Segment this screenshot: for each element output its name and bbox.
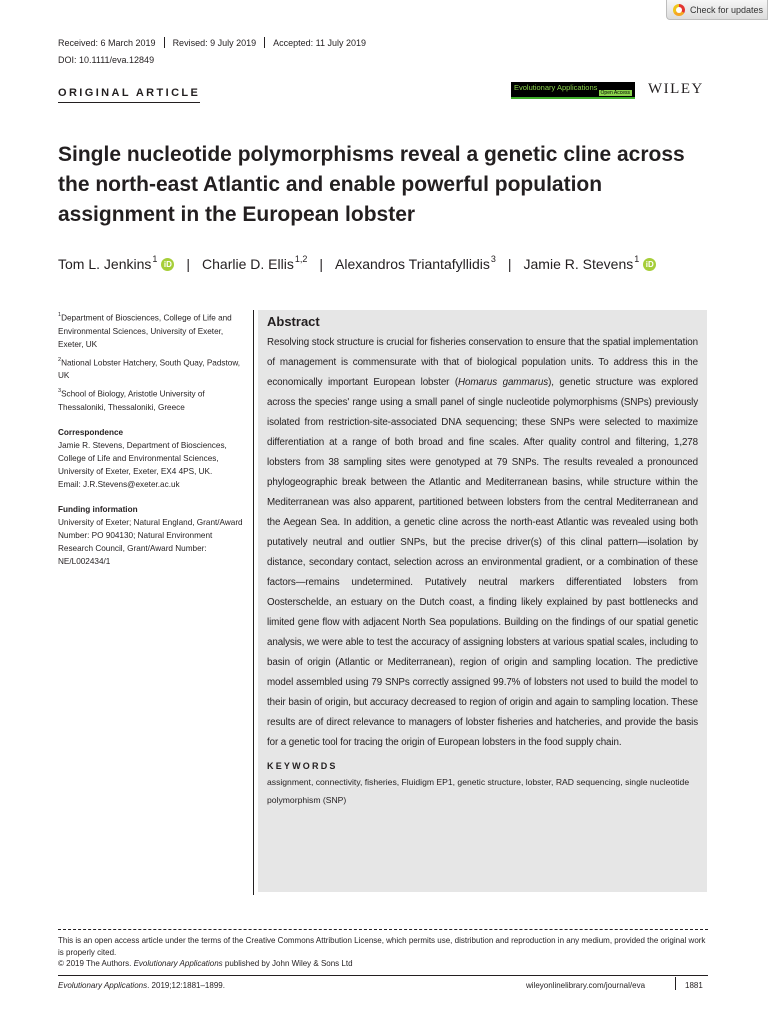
footer-divider <box>58 975 708 976</box>
author-name: Jamie R. Stevens <box>523 256 634 272</box>
check-for-updates-label: Check for updates <box>690 4 764 15</box>
citation-line <box>58 981 225 990</box>
author-separator: | <box>319 256 323 272</box>
doi[interactable]: DOI: 10.1111/eva.12849 <box>58 55 155 65</box>
check-for-updates-button[interactable] <box>666 0 768 20</box>
citation-journal: Evolutionary Applications <box>58 981 148 990</box>
column-divider <box>253 310 254 895</box>
author[interactable] <box>524 256 657 272</box>
correspondence-heading: Correspondence <box>58 428 124 438</box>
article-type: ORIGINAL ARTICLE <box>58 87 200 103</box>
footnote-divider <box>58 929 708 930</box>
affiliation-number: 3 <box>58 388 62 395</box>
correspondence-text: Jamie R. Stevens, Department of Biosciences, College of Life and Environmental Sciences, University of Exeter, Exeter, EX4 4PS, UK. <box>58 441 227 477</box>
author[interactable] <box>335 256 496 272</box>
author-affiliation-mark: 1,2 <box>294 254 308 264</box>
date-separator <box>264 37 265 48</box>
page-number: 1881 <box>685 981 703 990</box>
copyright-line <box>58 959 353 968</box>
affiliation-text: School of Biology, Aristotle University of Thessaloniki, Thessaloniki, Greece <box>58 390 205 413</box>
author-affiliation-mark: 3 <box>490 254 496 264</box>
orcid-icon[interactable]: iD <box>643 258 656 271</box>
author-affiliation-mark: 1 <box>152 254 158 264</box>
license-note: This is an open access article under the terms of the Creative Commons Attribution License, which permits use, distribution and reproduction in any medium, provided the original work is properly cited. <box>58 936 706 957</box>
page-number-divider <box>675 977 676 990</box>
affiliation <box>58 386 243 414</box>
author-separator: | <box>186 256 191 272</box>
citation-details: . 2019;12:1881–1899. <box>147 981 225 990</box>
article-sidebar <box>58 310 243 568</box>
funding-heading: Funding information <box>58 505 138 515</box>
received-date: Received: 6 March 2019 <box>58 37 156 48</box>
copyright-suffix: published by John Wiley & Sons Ltd <box>222 959 353 968</box>
author-list <box>58 256 656 272</box>
affiliation-text: National Lobster Hatchery, South Quay, Padstow, UK <box>58 358 241 381</box>
species-name: Homarus gammarus <box>458 377 549 388</box>
affiliation <box>58 355 243 383</box>
keywords-list: assignment, connectivity, fisheries, Fluidigm EP1, genetic structure, lobster, RAD sequencing, single nucleotide polymorphism (SNP) <box>267 777 690 805</box>
orcid-icon[interactable]: iD <box>161 258 174 271</box>
crossmark-icon <box>673 4 685 16</box>
journal-logo <box>511 82 635 99</box>
author[interactable] <box>58 256 174 272</box>
journal-website-link[interactable]: wileyonlinelibrary.com/journal/eva <box>526 981 646 990</box>
journal-logo-title: Evolutionary Applications <box>514 83 598 92</box>
funding-text: University of Exeter; Natural England, Grant/Award Number: PO 904130; Natural Environment Research Council, Grant/Award Number: NE/L002434/1 <box>58 518 243 567</box>
copyright-journal: Evolutionary Applications <box>133 959 223 968</box>
date-separator <box>164 37 165 48</box>
abstract-text-part: Resolving stock structure is crucial for fisheries conservation to ensure that the spatial implementation of management is commensurate with that of biological population units. To address this in the economically important European lobster ( <box>267 337 698 388</box>
author-separator: | <box>507 256 512 272</box>
publisher-logo: WILEY <box>648 81 704 97</box>
abstract-text <box>267 333 698 753</box>
open-access-label: Open Access <box>600 90 630 96</box>
abstract-heading: Abstract <box>267 314 320 329</box>
affiliation-number: 2 <box>58 356 62 363</box>
affiliation-number: 1 <box>58 312 62 318</box>
abstract-panel <box>258 310 707 892</box>
author[interactable] <box>202 256 307 272</box>
revised-date: Revised: 9 July 2019 <box>172 37 257 48</box>
affiliation <box>58 310 243 351</box>
correspondence-email[interactable]: Email: J.R.Stevens@exeter.ac.uk <box>58 480 180 490</box>
author-name: Tom L. Jenkins <box>58 256 152 272</box>
article-title: Single nucleotide polymorphisms reveal a genetic cline across the north-east Atlantic and enable powerful population assignment in the European lobster <box>58 143 685 226</box>
article-dates <box>58 37 366 48</box>
abstract-text-part: ), genetic structure was explored across the species' range using a small panel of single nucleotide polymorphisms (SNPs) previously isolated from restriction-site-associated DNA sequencing; these SNPs were selected to maximize differentiation at a range of both broad and fine scales. After quality control and filtering, 1,278 lobsters from 38 sampling sites were genotyped at 79 SNPs. The results revealed a pronounced phylogeographic break between the Atlantic and Mediterranean basins, while structure within the Mediterranean was also apparent, partitioned between lobsters from the central Mediterranean and the Aegean Sea. In addition, a genetic cline across the north-east Atlantic was revealed using both putatively neutral and outlier SNPs, but the precise driver(s) of this clinal pattern—isolation by distance, secondary contact, selection across an environmental gradient, or a combination of these factors—remains undetermined. Putatively neutral markers differentiated lobsters from Oosterschelde, an estuary on the Dutch coast, a finding likely explained by past bottlenecks and limited gene flow with adjacent North Sea populations. Building on the findings of our spatial genetic analysis, we were able to test the accuracy of assigning lobsters at various spatial scales, including to basin of origin (Atlantic or Mediterranean), region of origin and sampling location. The predictive model assembled using 79 SNPs correctly assigned 99.7% of lobsters not used to build the model to their basin of origin, but accuracy decreased to region of origin and again to sampling location. These results are of direct relevance to managers of lobster fisheries and hatcheries, and provide the basis for a genetic tool for tracing the origin of European lobsters in the food supply chain. <box>267 377 698 748</box>
author-name: Charlie D. Ellis <box>202 256 294 272</box>
affiliation-text: Department of Biosciences, College of Life and Environmental Sciences, University of Exeter, Exeter, UK <box>58 313 232 349</box>
copyright-prefix: © 2019 The Authors. <box>58 959 134 968</box>
keywords-heading: KEYWORDS <box>267 761 338 771</box>
author-affiliation-mark: 1 <box>634 254 640 264</box>
accepted-date: Accepted: 11 July 2019 <box>273 37 367 48</box>
author-name: Alexandros Triantafyllidis <box>335 256 490 272</box>
